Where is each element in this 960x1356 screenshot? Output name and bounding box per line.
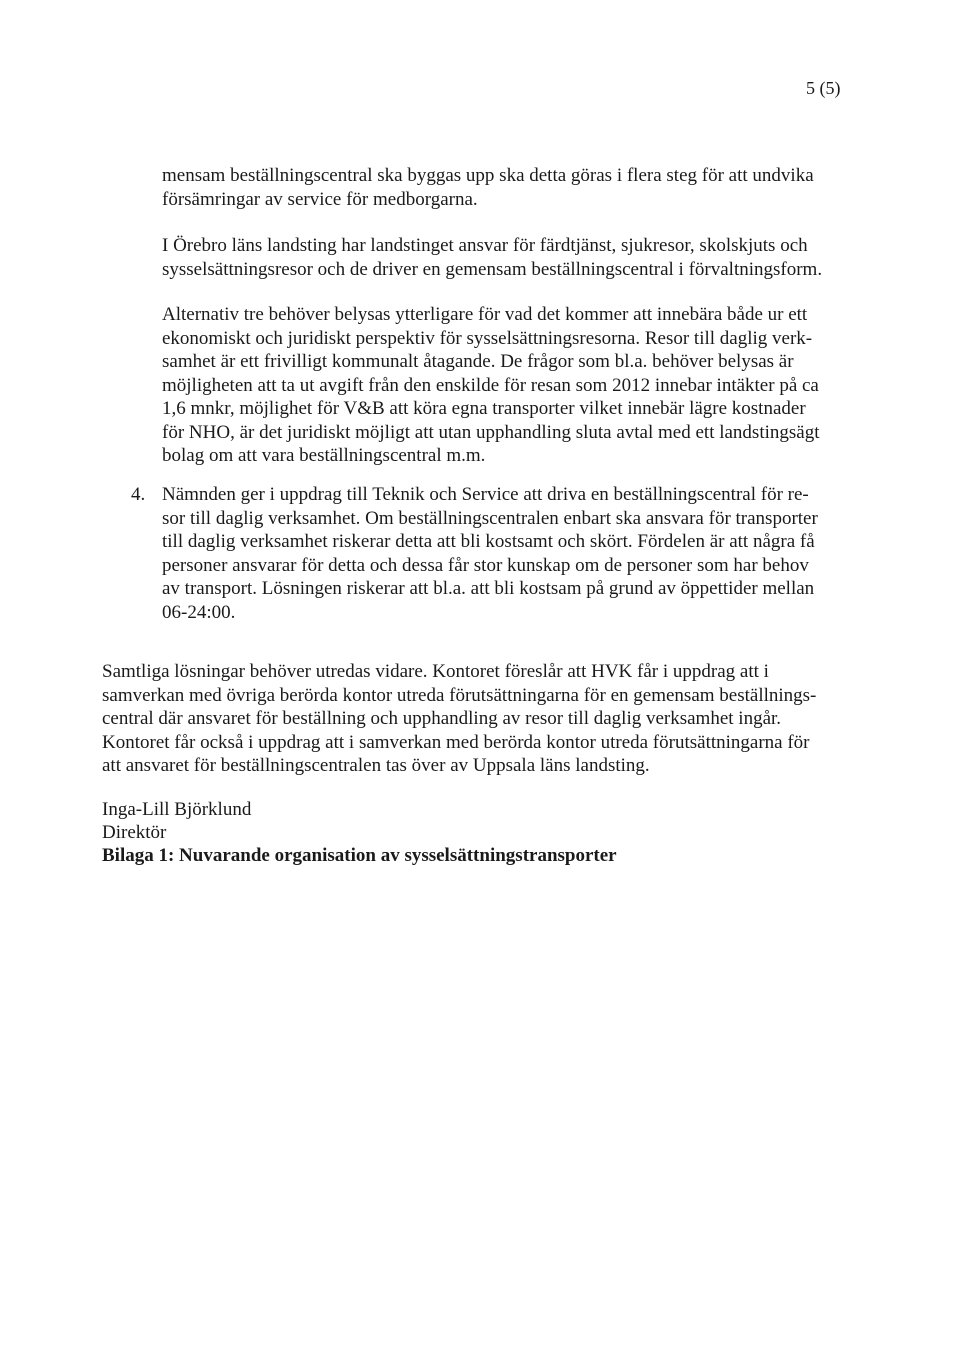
text-line: Kontoret får också i uppdrag att i samverkan med berörda kontor utreda förutsättningarna för — [102, 731, 810, 753]
list-item-text — [162, 483, 818, 624]
text-line: sor till daglig verksamhet. Om beställningscentralen enbart ska ansvara för transporter — [162, 507, 818, 529]
text-line: samverkan med övriga berörda kontor utreda förutsättningarna för en gemensam beställnings- — [102, 684, 817, 706]
text-line: att ansvaret för beställningscentralen tas över av Uppsala läns landsting. — [102, 755, 650, 776]
text-line: samhet är ett frivilligt kommunalt åtagande. De frågor som bl.a. behöver belysas är — [162, 351, 794, 372]
paragraph-conclusion — [102, 660, 816, 778]
text-line: personer ansvarar för detta och dessa får stor kunskap om de personer som har behov — [162, 554, 809, 576]
signature-title: Direktör — [102, 822, 167, 843]
text-line: sysselsättningsresor och de driver en gemensam beställningscentral i förvaltningsform. — [162, 258, 823, 280]
paragraph-continuation — [162, 164, 814, 211]
page-number: 5 (5) — [806, 78, 841, 98]
text-line: 06-24:00. — [162, 601, 236, 623]
text-line: 1,6 mnkr, möjlighet för V&B att köra egna transporter vilket innebär lägre kostnader — [162, 398, 806, 419]
text-line: central där ansvaret för beställning och upphandling av resor till daglig verksamhet ingår. — [102, 708, 782, 729]
paragraph-alternative-three — [162, 303, 820, 468]
text-line: I Örebro läns landsting har landstinget ansvar för färdtjänst, sjukresor, skolskjuts och — [162, 235, 808, 256]
text-line: mensam beställningscentral ska byggas upp ska detta göras i flera steg för att undvika — [162, 165, 814, 186]
paragraph-orebro — [162, 234, 822, 281]
list-item-number: 4. — [131, 484, 146, 505]
text-line: möjligheten att ta ut avgift från den enskilde för resan som 2012 innebar intäkter på ca — [162, 374, 819, 396]
text-line: av transport. Lösningen riskerar att bl.a. att bli kostsam på grund av öppettider mellan — [162, 578, 815, 599]
signature-name: Inga-Lill Björklund — [102, 799, 252, 820]
text-line: till daglig verksamhet riskerar detta att bli kostsamt och skört. Fördelen är att några få — [162, 531, 815, 552]
text-line: ekonomiskt och juridiskt perspektiv för sysselsättningsresorna. Resor till daglig verk- — [162, 327, 813, 349]
text-line: Nämnden ger i uppdrag till Teknik och Service att driva en beställningscentral för re- — [162, 484, 809, 505]
attachment-title: Bilaga 1: Nuvarande organisation av sysselsättningstransporter — [102, 845, 617, 866]
text-line: försämringar av service för medborgarna. — [162, 188, 478, 210]
text-line: Samtliga lösningar behöver utredas vidare. Kontoret föreslår att HVK får i uppdrag att i — [102, 661, 769, 682]
text-line: bolag om att vara beställningscentral m.m. — [162, 445, 486, 466]
text-line: för NHO, är det juridiskt möjligt att utan upphandling sluta avtal med ett landstingsägt — [162, 421, 820, 443]
text-line: Alternativ tre behöver belysas ytterligare för vad det kommer att innebära både ur ett — [162, 304, 808, 325]
